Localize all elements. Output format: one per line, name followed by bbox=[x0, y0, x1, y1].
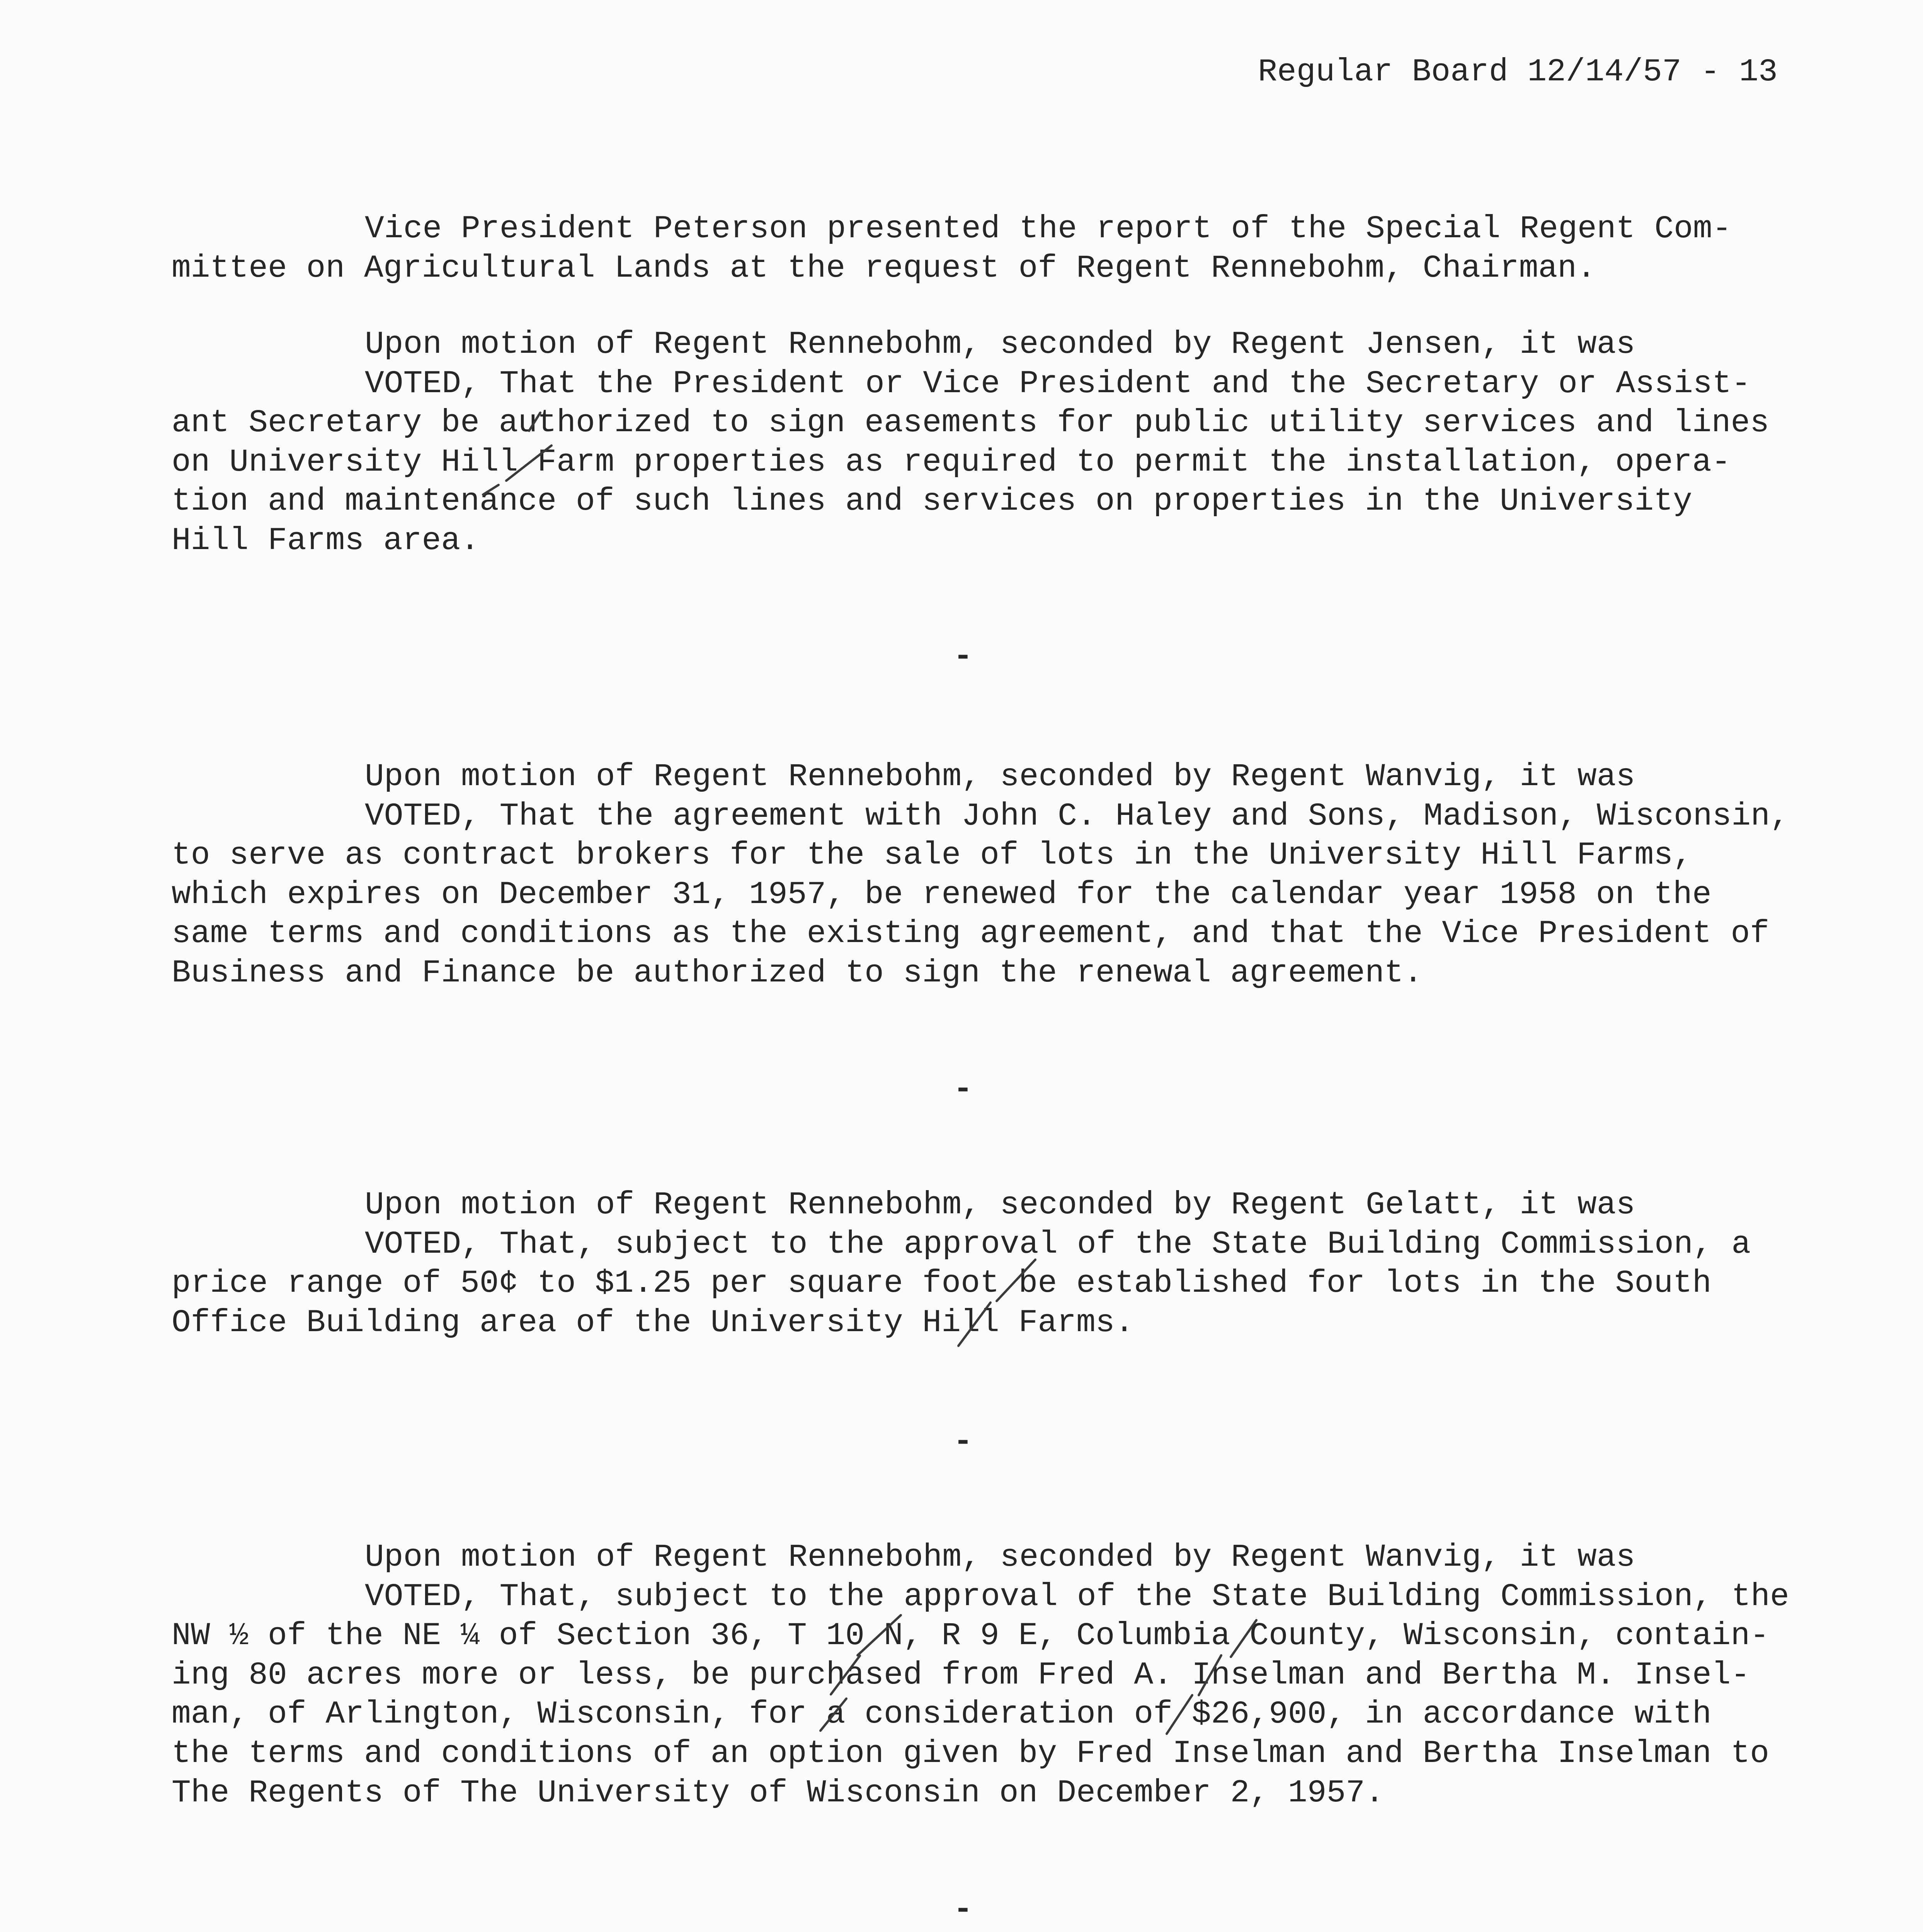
section-separator bbox=[953, 1070, 973, 1109]
text-line: on University Hill Farm properties as required to permit the installation, opera- bbox=[172, 444, 1731, 480]
motion-land-purchase bbox=[172, 1538, 1789, 1813]
section-separator bbox=[953, 637, 973, 677]
separator-dash: - bbox=[953, 1071, 973, 1107]
intro-paragraph bbox=[172, 209, 1731, 288]
text-line: Upon motion of Regent Rennebohm, seconded by Regent Jensen, it was bbox=[365, 326, 1635, 362]
separator-dash: - bbox=[953, 1891, 973, 1928]
running-head-block bbox=[1258, 53, 1778, 92]
text-line: VOTED, That the agreement with John C. Haley and Sons, Madison, Wisconsin, bbox=[365, 798, 1789, 834]
text-line: mittee on Agricultural Lands at the request of Regent Rennebohm, Chairman. bbox=[172, 250, 1596, 286]
text-line: Office Building area of the University Hill Farms. bbox=[172, 1304, 1134, 1341]
motion-lot-prices bbox=[172, 1185, 1751, 1342]
text-line: The Regents of The University of Wisconsin on December 2, 1957. bbox=[172, 1774, 1384, 1811]
text-line: ant Secretary be authorized to sign easements for public utility services and lines bbox=[172, 405, 1770, 441]
text-line: man, of Arlington, Wisconsin, for a consideration of $26,900, in accordance with bbox=[172, 1696, 1712, 1733]
section-separator bbox=[953, 1890, 973, 1930]
text-line: Upon motion of Regent Rennebohm, seconded by Regent Gelatt, it was bbox=[365, 1187, 1635, 1223]
text-line: VOTED, That, subject to the approval of the State Building Commission, a bbox=[365, 1226, 1751, 1262]
separator-dash: - bbox=[953, 1423, 973, 1460]
running-head: Regular Board 12/14/57 - 13 bbox=[1258, 54, 1778, 90]
text-line: price range of 50¢ to $1.25 per square foot be established for lots in the South bbox=[172, 1265, 1712, 1302]
text-line: tion and maintenance of such lines and services on properties in the University bbox=[172, 483, 1692, 520]
text-line: Vice President Peterson presented the report of the Special Regent Com- bbox=[365, 211, 1732, 247]
separator-dash: - bbox=[953, 638, 973, 675]
text-line: VOTED, That the President or Vice President and the Secretary or Assist- bbox=[365, 365, 1751, 402]
section-separator bbox=[953, 1422, 973, 1462]
text-line: which expires on December 31, 1957, be renewed for the calendar year 1958 on the bbox=[172, 876, 1712, 913]
text-line: Business and Finance be authorized to sign the renewal agreement. bbox=[172, 954, 1423, 991]
text-line: Hill Farms area. bbox=[172, 522, 480, 559]
text-line: same terms and conditions as the existing agreement, and that the Vice President of bbox=[172, 915, 1770, 952]
text-line: VOTED, That, subject to the approval of the State Building Commission, the bbox=[365, 1578, 1789, 1615]
text-line: NW ½ of the NE ¼ of Section 36, T 10 N, R 9 E, Columbia County, Wisconsin, contain- bbox=[172, 1617, 1770, 1654]
text-line: ing 80 acres more or less, be purchased from Fred A. Inselman and Bertha M. Insel- bbox=[172, 1656, 1750, 1693]
motion-easements bbox=[172, 325, 1769, 561]
text-line: Upon motion of Regent Rennebohm, seconded by Regent Wanvig, it was bbox=[365, 1539, 1635, 1575]
text-line: Upon motion of Regent Rennebohm, seconded by Regent Wanvig, it was bbox=[365, 759, 1635, 795]
motion-broker-agreement bbox=[172, 757, 1789, 993]
text-line: the terms and conditions of an option given by Fred Inselman and Bertha Inselman to bbox=[172, 1735, 1770, 1772]
text-line: to serve as contract brokers for the sale of lots in the University Hill Farms, bbox=[172, 837, 1692, 874]
